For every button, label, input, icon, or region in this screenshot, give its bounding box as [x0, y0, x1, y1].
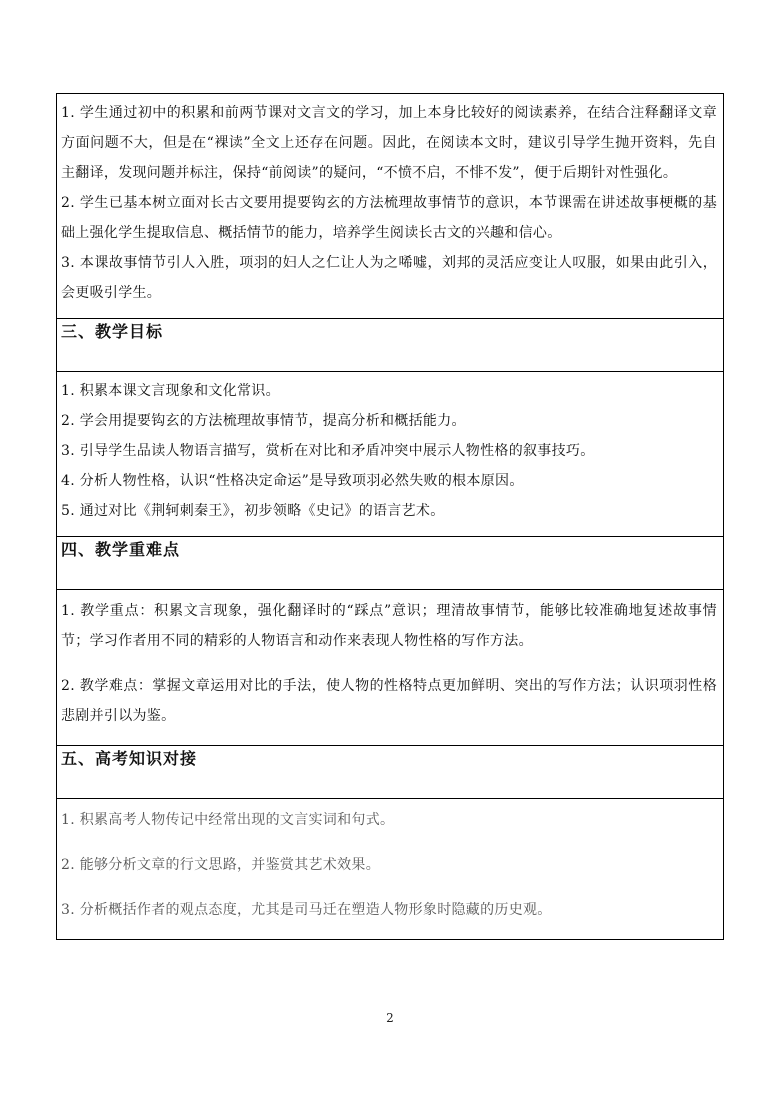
analysis-item-2: 2. 学生已基本树立面对长古文要用提要钩玄的方法梳理故事情节的意识，本节课需在讲述故事梗概的基础上强化学生提取信息、概括情节的能力，培养学生阅读长古文的兴趣和信心。	[61, 195, 717, 241]
page-number: 2	[386, 1011, 394, 1025]
exam-heading-row	[57, 746, 724, 799]
section-title-keypoints: 四、教学重难点	[61, 540, 181, 559]
goal-item-4: 4. 分析人物性格，认识“性格决定命运”是导致项羽必然失败的根本原因。	[61, 473, 524, 489]
exam-item-1: 1. 积累高考人物传记中经常出现的文言实词和句式。	[61, 812, 395, 828]
exam-item-2: 2. 能够分析文章的行文思路，并鉴赏其艺术效果。	[61, 857, 381, 873]
goal-item-2: 2. 学会用提要钩玄的方法梳理故事情节，提高分析和概括能力。	[61, 413, 466, 429]
analysis-content-row	[57, 94, 724, 319]
goals-content-cell	[57, 372, 724, 537]
teaching-focus: 1. 教学重点：积累文言现象，强化翻译时的“踩点”意识；理清故事情节，能够比较准确地复述故事情节；学习作者用不同的精彩的人物语言和动作来表现人物性格的写作方法。	[61, 603, 717, 649]
lesson-plan-table	[56, 93, 724, 940]
analysis-item-1: 1. 学生通过初中的积累和前两节课对文言文的学习，加上本身比较好的阅读素养，在结合注释翻译文章方面问题不大，但是在“裸读”全文上还存在问题。因此，在阅读本文时，建议引导学生抛开资料，先自主翻译，发现问题并标注，保持“前阅读”的疑问，“不愤不启，不悱不发”，便于后期针对性强化。	[61, 105, 717, 181]
goal-item-5: 5. 通过对比《荆轲刺秦王》，初步领略《史记》的语言艺术。	[61, 503, 445, 519]
goals-heading-cell	[57, 319, 724, 372]
exam-item-3: 3. 分析概括作者的观点态度，尤其是司马迁在塑造人物形象时隐藏的历史观。	[61, 902, 552, 918]
exam-content-row	[57, 799, 724, 940]
goal-item-3: 3. 引导学生品读人物语言描写，赏析在对比和矛盾冲突中展示人物性格的叙事技巧。	[61, 443, 595, 459]
keypoints-content-row	[57, 590, 724, 746]
keypoints-heading-cell	[57, 537, 724, 590]
section-title-goals: 三、教学目标	[61, 322, 164, 341]
exam-content-cell	[57, 799, 724, 940]
keypoints-content-cell	[57, 590, 724, 746]
section-title-exam: 五、高考知识对接	[61, 749, 198, 768]
keypoints-heading-row	[57, 537, 724, 590]
analysis-item-3: 3. 本课故事情节引人入胜，项羽的妇人之仁让人为之唏嘘，刘邦的灵活应变让人叹服，如果由此引入，会更吸引学生。	[61, 255, 717, 301]
teaching-difficulty: 2. 教学难点：掌握文章运用对比的手法，使人物的性格特点更加鲜明、突出的写作方法；认识项羽性格悲剧并引以为鉴。	[61, 678, 717, 724]
goals-content-row	[57, 372, 724, 537]
goal-item-1: 1. 积累本课文言现象和文化常识。	[61, 383, 280, 399]
exam-heading-cell	[57, 746, 724, 799]
goals-heading-row	[57, 319, 724, 372]
analysis-content-cell	[57, 94, 724, 319]
